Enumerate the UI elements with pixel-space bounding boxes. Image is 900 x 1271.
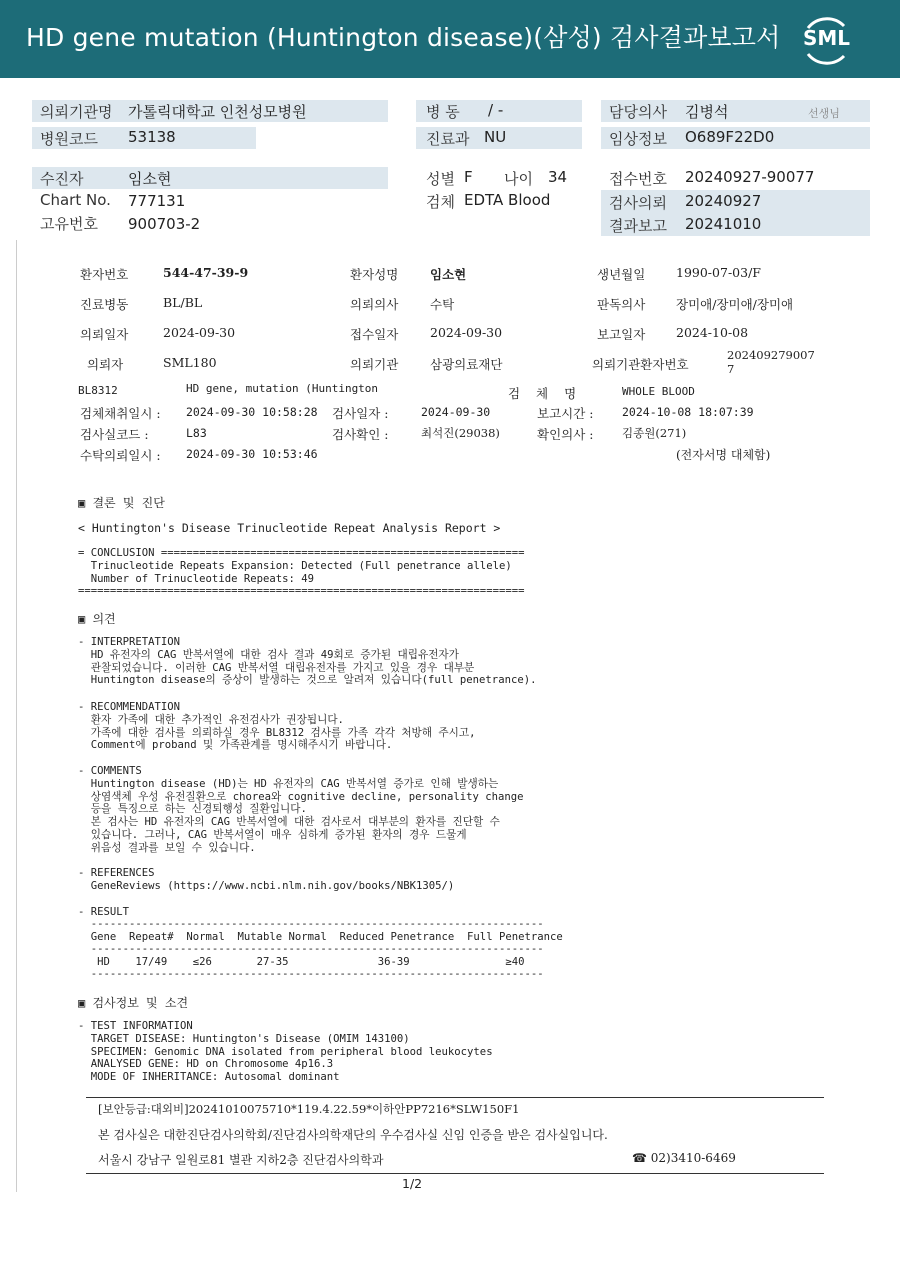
- test-code: BL8312: [78, 384, 118, 397]
- r3-l3: 보고일자: [597, 327, 646, 342]
- sex-label: 성별: [426, 170, 455, 188]
- hospital-code-value: 53138: [128, 128, 176, 146]
- sex-value: F: [464, 168, 473, 186]
- collect-value: 2024-09-30 10:58:28: [186, 405, 318, 419]
- patient-row: [32, 167, 388, 189]
- hospital-label: 의뢰기관명: [40, 103, 113, 121]
- ward-label: 병 동: [426, 103, 460, 121]
- r3-l1: 의뢰일자: [80, 327, 129, 342]
- r2-v1: BL/BL: [163, 295, 203, 310]
- confirm-doc-label: 확인의사 :: [537, 427, 594, 442]
- page-margin-line: [16, 240, 17, 1192]
- report-time-value: 2024-10-08 18:07:39: [622, 405, 754, 419]
- collect-label: 검체채취일시 :: [80, 406, 161, 421]
- outsourced-label: 수탁의뢰일시 :: [80, 448, 161, 463]
- r2-l2: 의뢰의사: [350, 297, 399, 312]
- testinfo-block: - TEST INFORMATION TARGET DISEASE: Huntington's Disease (OMIM 143100) SPECIMEN: Genomic DNA isolated from peripheral blood leukocytes ANALYSED GENE: HD on Chromosome 4p16.3 MODE OF INHERITANCE: Autosomal dominant: [78, 1020, 493, 1084]
- chart-value: 777131: [128, 192, 186, 210]
- report-value: 20241010: [685, 215, 762, 233]
- r1-v3: 1990-07-03/F: [676, 265, 761, 280]
- comments-block: - COMMENTS Huntington disease (HD)는 HD 유전자의 CAG 반복서열 증가로 인해 발생하는 상염색체 우성 유전질환으로 chorea와 cognitive decline, personality change 등을 특징으로 하는 신경퇴행성 질환입니다. 본 검사는 HD 유전자의 CAG 반복서열에 대한 검사로서 대부분의 환자를 진단할 수 있습니다. 그러나, CAG 반복서열이 매우 심하게 증가된 환자의 경우 드물게 위음성 결과를 보일 수 있습니다.: [78, 765, 524, 854]
- lab-code-value: L83: [186, 426, 207, 440]
- certification-line: 본 검사실은 대한진단검사의학회/진단검사의학재단의 우수검사실 신임 인증을 받은 검사실입니다.: [98, 1128, 608, 1142]
- doctor-label: 담당의사: [609, 103, 667, 121]
- confirm-value: 최석진(29038): [421, 426, 500, 440]
- r1-v2: 임소현: [430, 267, 467, 282]
- test-name: HD gene, mutation (Huntington: [186, 382, 379, 395]
- id-label: 고유번호: [40, 215, 98, 233]
- references-block: - REFERENCES GeneReviews (https://www.ncbi.nlm.nih.gov/books/NBK1305/): [78, 867, 455, 892]
- phone-line: ☎ 02)3410-6469: [632, 1151, 736, 1165]
- conclusion-block: = CONCLUSION ========================================================= Trinucleotide Repeats Expansion: Detected (Full penetrance allele) Number of Trinucleotide Repeats: 49 ======================================================================: [78, 547, 525, 598]
- hospital-value: 가톨릭대학교 인천성모병원: [128, 103, 307, 121]
- r2-v2: 수탁: [430, 297, 455, 312]
- r1-l1: 환자번호: [80, 267, 129, 282]
- r2-v3: 장미애/장미애/장미애: [676, 297, 794, 312]
- specimen-name-value: WHOLE BLOOD: [622, 385, 695, 398]
- r1-l2: 환자성명: [350, 267, 399, 282]
- footer-top-rule: [86, 1097, 824, 1098]
- r1-v1: 544-47-39-9: [163, 265, 249, 280]
- r4-l1: 의뢰자: [87, 357, 124, 372]
- report-title-line: < Huntington's Disease Trinucleotide Repeat Analysis Report >: [78, 521, 501, 535]
- recommendation-block: - RECOMMENDATION 환자 가족에 대한 추가적인 유전검사가 권장됩니다. 가족에 대한 검사를 의뢰하실 경우 BL8312 검사를 가족 각각 처방해 주시고, Comment에 proband 및 가족관계를 명시해주시기 바랍니다.: [78, 701, 476, 752]
- testinfo-section-title: ▣ 검사정보 및 소견: [78, 996, 189, 1010]
- r2-l3: 판독의사: [597, 297, 646, 312]
- doctor-value: 김병석: [685, 103, 729, 121]
- ward-value: / -: [488, 101, 504, 119]
- receipt-value: 20240927-90077: [685, 168, 815, 186]
- specimen-label: 검체: [426, 193, 455, 211]
- r4-v3a: 202409279007: [727, 348, 815, 362]
- lab-code-label: 검사실코드 :: [80, 427, 149, 442]
- patient-value: 임소현: [128, 170, 172, 188]
- test-date-label: 검사일자 :: [332, 406, 389, 421]
- doctor-suffix: 선생님: [808, 107, 840, 120]
- r4-v1: SML180: [163, 355, 217, 370]
- confirm-label: 검사확인 :: [332, 427, 389, 442]
- confirm-doc-value: 김종원(271): [622, 426, 687, 440]
- age-value: 34: [548, 168, 568, 186]
- chart-label: Chart No.: [40, 191, 111, 209]
- clinical-label: 임상정보: [609, 130, 667, 148]
- request-label: 검사의뢰: [609, 194, 667, 212]
- r3-v2: 2024-09-30: [430, 325, 503, 340]
- esign-note: (전자서명 대체함): [676, 448, 771, 462]
- address-line: 서울시 강남구 일원로81 별관 지하2층 진단검사의학과: [98, 1153, 384, 1167]
- r3-l2: 접수일자: [350, 327, 399, 342]
- dept-label: 진료과: [426, 130, 470, 148]
- footer-bottom-rule: [86, 1173, 824, 1174]
- r3-v1: 2024-09-30: [163, 325, 236, 340]
- r4-v3b: 7: [727, 362, 735, 376]
- clinical-value: O689F22D0: [685, 128, 775, 146]
- r4-l3: 의뢰기관환자번호: [592, 357, 689, 372]
- patient-label: 수진자: [40, 170, 84, 188]
- sml-logo-text: SML: [803, 26, 851, 50]
- r3-v3: 2024-10-08: [676, 325, 749, 340]
- request-value: 20240927: [685, 192, 762, 210]
- id-value: 900703-2: [128, 215, 201, 233]
- report-time-label: 보고시간 :: [537, 406, 594, 421]
- hospital-code-label: 병원코드: [40, 130, 98, 148]
- specimen-name-label: 검 체 명: [508, 386, 583, 401]
- report-title: HD gene mutation (Huntington disease)(삼성) 검사결과보고서: [26, 23, 781, 52]
- test-date-value: 2024-09-30: [421, 405, 491, 419]
- receipt-label: 접수번호: [609, 170, 667, 188]
- r4-l2: 의뢰기관: [350, 357, 399, 372]
- dept-value: NU: [484, 128, 507, 146]
- r1-l3: 생년월일: [597, 267, 646, 282]
- report-header: [0, 0, 900, 78]
- page-number: 1/2: [402, 1176, 423, 1191]
- security-line: [보안등급:대외비]20241010075710*119.4.22.59*이하안PP7216*SLW150F1: [98, 1102, 520, 1116]
- interpretation-block: - INTERPRETATION HD 유전자의 CAG 반복서열에 대한 검사 결과 49회로 증가된 대립유전자가 관찰되었습니다. 이러한 CAG 반복서열 대립유전자를 가지고 있을 경우 대부분 Huntington disease의 증상이 발생하는 것으로 알려져 있습니다(full penetrance).: [78, 636, 537, 687]
- r2-l1: 진료병동: [80, 297, 129, 312]
- report-label: 결과보고: [609, 217, 667, 235]
- age-label: 나이: [504, 170, 533, 188]
- conclusion-section-title: ▣ 결론 및 진단: [78, 496, 165, 510]
- r4-v2: 삼광의료재단: [430, 357, 503, 372]
- opinion-section-title: ▣ 의견: [78, 612, 116, 626]
- specimen-value: EDTA Blood: [464, 191, 551, 209]
- outsourced-value: 2024-09-30 10:53:46: [186, 447, 318, 461]
- result-block: - RESULT ----------------------------------------------------------------------- Gene Repeat# Normal Mutable Normal Reduced Penetrance Full Penetrance ----------------------------------------------------------------------- HD 17/49 ≤26 27-35 36-39 ≥40 -----------------------------------------------------------------------: [78, 906, 563, 981]
